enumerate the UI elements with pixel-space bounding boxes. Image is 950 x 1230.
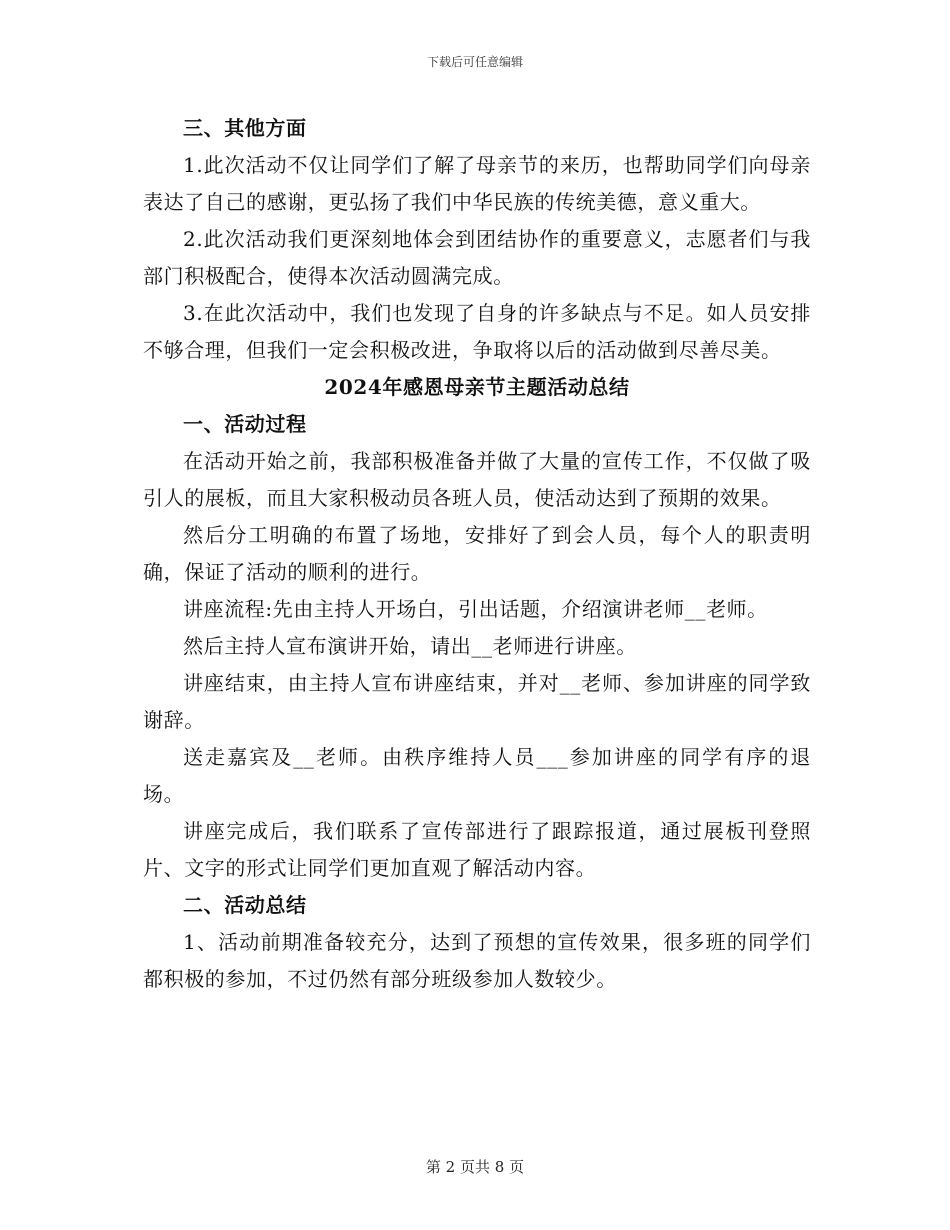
document-title: 2024年感恩母亲节主题活动总结 <box>324 375 630 399</box>
paragraph-summary-1: 1、活动前期准备较充分，达到了预想的宣传效果，很多班的同学们都积极的参加，不过仍然有部分班级参加人数较少。 <box>143 930 811 991</box>
paragraph-process-3: 讲座流程:先由主持人开场白，引出话题，介绍演讲老师__老师。 <box>183 597 768 621</box>
paragraph-process-2: 然后分工明确的布置了场地，安排好了到会人员，每个人的职责明确，保证了活动的顺利的进行。 <box>143 523 811 584</box>
paragraph-process-4: 然后主持人宣布演讲开始，请出__老师进行讲座。 <box>183 634 637 658</box>
document-body <box>143 110 811 998</box>
paragraph-process-7: 讲座完成后，我们联系了宣传部进行了跟踪报道，通过展板刊登照片、文字的形式让同学们更加直观了解活动内容。 <box>143 819 811 880</box>
page-header: 下载后可任意编辑 <box>426 55 523 69</box>
paragraph-other-3: 3.在此次活动中，我们也发现了自身的许多缺点与不足。如人员安排不够合理，但我们一定会积极改进，争取将以后的活动做到尽善尽美。 <box>143 301 811 362</box>
section-heading-process: 一、活动过程 <box>183 412 307 436</box>
paragraph-other-1: 1.此次活动不仅让同学们了解了母亲节的来历，也帮助同学们向母亲表达了自己的感谢，更弘扬了我们中华民族的传统美德，意义重大。 <box>143 153 811 214</box>
page-footer: 第 2 页共 8 页 <box>425 1158 525 1176</box>
section-heading-summary: 二、活动总结 <box>183 893 307 917</box>
paragraph-process-6: 送走嘉宾及__老师。由秩序维持人员___参加讲座的同学有序的退场。 <box>143 745 811 806</box>
paragraph-other-2: 2.此次活动我们更深刻地体会到团结协作的重要意义，志愿者们与我部门积极配合，使得本次活动圆满完成。 <box>143 227 811 288</box>
section-heading-other: 三、其他方面 <box>183 116 307 140</box>
paragraph-process-5: 讲座结束，由主持人宣布讲座结束，并对__老师、参加讲座的同学致谢辞。 <box>143 671 811 732</box>
paragraph-process-1: 在活动开始之前，我部积极准备并做了大量的宣传工作，不仅做了吸引人的展板，而且大家积极动员各班人员，使活动达到了预期的效果。 <box>143 449 811 510</box>
